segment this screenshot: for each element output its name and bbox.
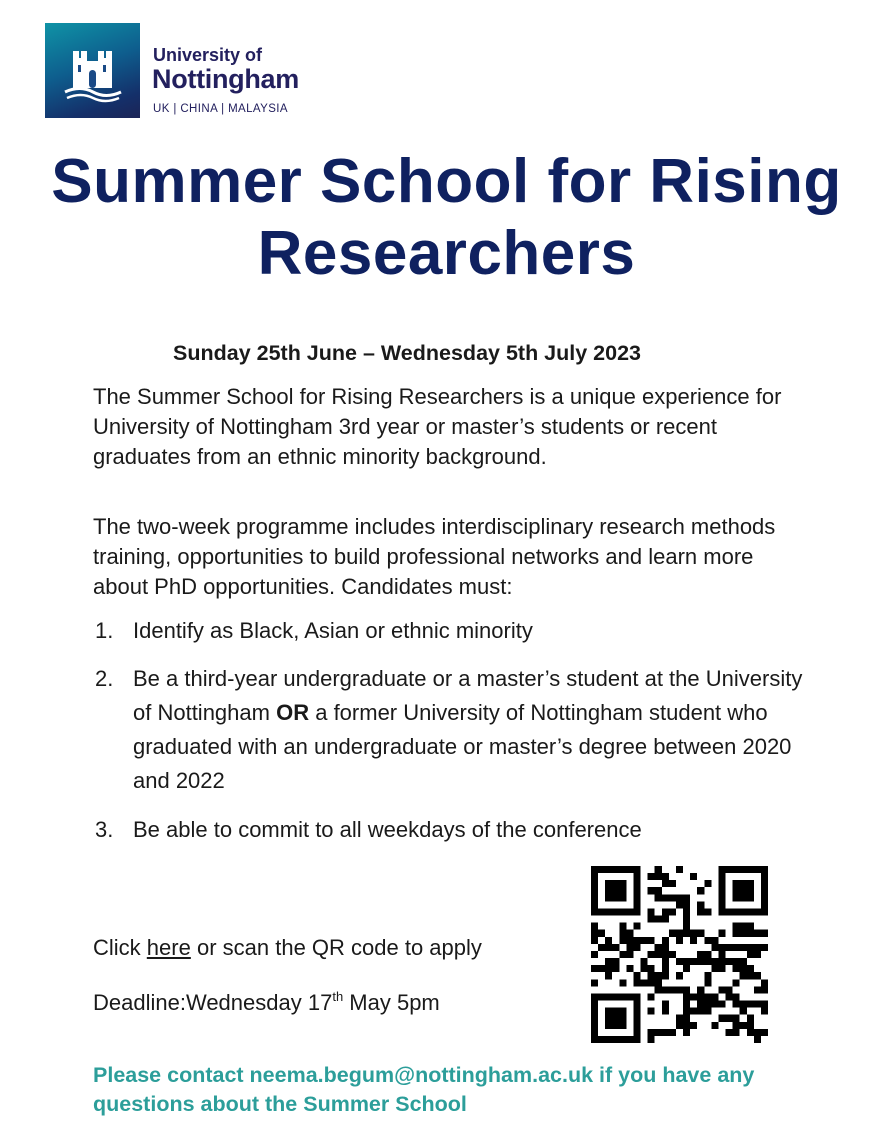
qr-code-icon[interactable] [591,866,768,1043]
list-text: Be able to commit to all weekdays of the conference [133,817,642,842]
list-number: 1. [95,618,114,643]
apply-prefix: Click [93,935,141,960]
deadline-time: May 5pm [343,990,440,1015]
list-text: Identify as Black, Asian or ethnic minority [133,618,533,643]
deadline-date: Wednesday 17 [185,990,333,1015]
deadline-superscript: th [332,989,344,1004]
list-number: 2. [95,666,114,691]
university-campuses: UK | CHINA | MALAYSIA [153,103,288,115]
event-dates: Sunday 25th June – Wednesday 5th July 2023 [173,341,642,365]
criteria-text-a: Be a third-year undergraduate or a master’s student at the University of Nottingham [133,666,803,725]
page-title: Summer School for Rising Researchers [51,147,842,288]
university-logo [45,23,140,118]
university-name-line2: Nottingham [152,64,299,94]
university-name-line1: University of [153,45,263,65]
programme-paragraph: The two-week programme includes interdisciplinary research methods training, opportunities to build professional networks and learn more about PhD opportunities. Candidates must: [93,514,776,599]
apply-suffix: or scan the QR code to apply [196,935,482,960]
criteria-item-2 [95,662,815,802]
deadline [93,988,440,1018]
deadline-label: Deadline: [93,990,186,1015]
list-text [133,662,813,798]
criteria-item-3 [95,813,815,847]
castle-icon [45,23,140,118]
contact-note: Please contact neema.begum@nottingham.ac.uk if you have any questions about the Summer School [93,1063,755,1116]
apply-link[interactable]: here [146,935,191,960]
list-number: 3. [95,817,114,842]
criteria-item-1 [95,614,815,648]
intro-paragraph: The Summer School for Rising Researchers is a unique experience for University of Nottingham 3rd year or master’s students or recent graduates from an ethnic minority background. [93,384,782,469]
criteria-or: OR [276,700,310,725]
qr-code-graphic [591,866,768,1043]
apply-instructions [93,933,482,963]
criteria-text-b: a former University of Nottingham student who graduated with an undergraduate or master’s degree between 2020 and 2022 [133,700,792,793]
